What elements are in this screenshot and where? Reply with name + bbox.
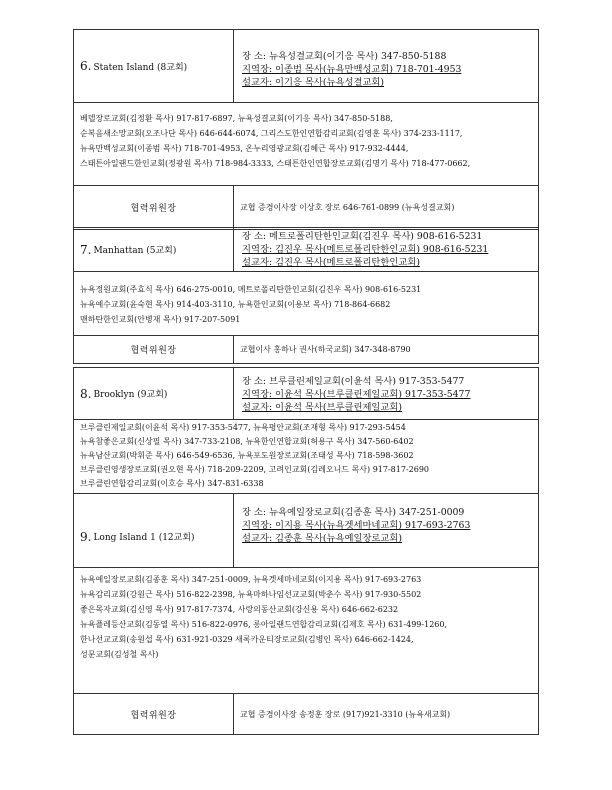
region-title xyxy=(74,228,233,271)
section-staten-island xyxy=(73,29,539,230)
church-list xyxy=(74,103,538,185)
church-list xyxy=(74,420,538,493)
leader-line: 지역장: 이윤석 목사(브루클린제일교회) 917-353-5477 xyxy=(242,389,471,400)
region-number: 9. xyxy=(80,529,92,544)
church-list xyxy=(74,568,538,693)
region-name: Manhattan (5교회) xyxy=(93,246,177,256)
venue-line: 장 소: 뉴욕성결교회(이기응 목사) 347-850-5188 xyxy=(242,51,447,62)
church-line: 뉴욕정원교회(주효식 목사) 646-275-0010, 메트로폴리탄한인교회(김진우 목사) 908-616-5231 xyxy=(80,285,422,294)
preacher-line: 설교자: 김종훈 목사(뉴욕예일장로교회) xyxy=(242,533,402,544)
church-line: 스태튼아일랜드한인교회(정광원 목사) 718-984-3333, 스태튼한인연합장로교회(김명기 목사) 718-477-0662, xyxy=(80,159,471,168)
church-line: 브루클린연합감리교회(이호승 목사) 347-831-6338 xyxy=(80,479,264,488)
coordinator-value: 교협이사 홍하나 권사(하국교회) 347-348-8790 xyxy=(233,336,538,363)
section-long-island-1 xyxy=(73,493,539,735)
church-line: 뉴욕예일장로교회(김종훈 목사) 347-251-0009, 뉴욕겟세마네교회(이지용 목사) 917-693-2763 xyxy=(80,575,422,584)
venue-line: 장 소: 메트로폴리탄한인교회(김진우 목사) 908-616-5231 xyxy=(242,231,483,242)
preacher-line: 설교자: 이윤석 목사(브루클린제일교회) xyxy=(242,402,402,413)
church-line: 브루클린제일교회(이윤석 목사) 917-353-5477, 뉴욕평안교회(조재형 목사) 917-293-5454 xyxy=(80,423,406,432)
region-info xyxy=(233,368,538,419)
section-header xyxy=(74,368,538,420)
leader-line: 지역장: 이종범 목사(뉴욕만백성교회) 718-701-4953 xyxy=(242,64,462,75)
venue-line: 장 소: 브루클린제일교회(이윤석 목사) 917-353-5477 xyxy=(242,376,465,387)
church-list xyxy=(74,272,538,335)
church-line: 뉴욕플레등산교회(김동열 목사) 516-822-0976, 롱아일랜드연합감리교회(김제호 목사) 631-499-1260, xyxy=(80,620,448,629)
section-manhattan xyxy=(73,227,539,364)
church-list-row xyxy=(74,420,538,494)
church-line: 뉴욕예수교회(윤숙현 목사) 914-403-3110, 뉴욕한인교회(이용보 목사) 718-864-6682 xyxy=(80,300,391,309)
section-header xyxy=(74,30,538,103)
coordinator-label: 협력위원장 xyxy=(130,204,177,214)
leader-line: 지역장: 이지용 목사(뉴욕겟세마네교회) 917-693-2763 xyxy=(242,520,471,531)
region-name: Brooklyn (9교회) xyxy=(93,390,168,400)
preacher-line: 설교자: 김진우 목사(메트로폴리탄한인교회) xyxy=(242,257,420,268)
coordinator-row xyxy=(74,694,538,735)
coordinator-value: 교협 증경이사장 송정훈 장로 (917)921-3310 (뉴욕새교회) xyxy=(233,694,538,734)
region-number: 8. xyxy=(80,386,92,401)
church-list-row xyxy=(74,103,538,186)
coordinator-row xyxy=(74,336,538,364)
region-info xyxy=(233,228,538,271)
church-line: 뉴욕참좋은교회(신상필 목사) 347-733-2108, 뉴욕한인연합교회(허용구 목사) 347-560-6402 xyxy=(80,437,414,446)
church-line: 브루클린영생장로교회(권오현 목사) 718-209-2209, 고려인교회(김레오니드 목사) 917-817-2690 xyxy=(80,465,430,474)
coordinator-label: 협력위원장 xyxy=(130,710,177,721)
region-title xyxy=(74,494,233,567)
venue-line: 장 소: 뉴욕예일장로교회(김종훈 목사) 347-251-0009 xyxy=(242,507,465,518)
preacher-line: 설교자: 이기응 목사(뉴욕성결교회) xyxy=(242,77,385,88)
church-line: 좋은목자교회(김신영 목사) 917-817-7374, 사랑의동산교회(강신용 목사) 646-662-6232 xyxy=(80,605,399,614)
church-line: 순복음새소망교회(오조나단 목사) 646-644-6074, 그리스도한인연합감리교회(김영훈 목사) 374-233-1117, xyxy=(80,129,463,138)
church-line: 베델장로교회(김정환 목사) 917-817-6897, 뉴욕성결교회(이기응 목사) 347-850-5188, xyxy=(80,114,393,123)
section-brooklyn xyxy=(73,367,539,494)
church-line: 한나선교교회(송원섭 목사) 631-921-0329 새록카운티장로교회(김병인 목사) 646-662-1424, xyxy=(80,635,414,644)
church-line: 맨하탄한인교회(안병재 목사) 917-207-5091 xyxy=(80,315,241,324)
church-line: 뉴욕남산교회(박휘준 목사) 646-549-6536, 뉴욕포도원장로교회(조태성 목사) 718-598-3602 xyxy=(80,451,414,460)
church-line: 뉴욕감리교회(강원근 목사) 516-822-2398, 뉴욕마하나임선교교회(박춘수 목사) 917-930-5502 xyxy=(80,590,422,599)
region-name: Staten Island (8교회) xyxy=(93,62,188,73)
region-title xyxy=(74,368,233,419)
section-header xyxy=(74,228,538,272)
church-list-row xyxy=(74,272,538,336)
region-number: 7. xyxy=(80,242,92,257)
coordinator-label: 협력위원장 xyxy=(130,346,177,356)
church-line: 뉴욕만백성교회(이종범 목사) 718-701-4953, 온누리영광교회(김혜근 목사) 917-932-4444, xyxy=(80,144,409,153)
coordinator-value: 교협 증경이사장 이상호 장로 646-761-0899 (뉴욕성결교회) xyxy=(233,186,538,229)
church-line: 성문교회(김성철 목사) xyxy=(80,650,159,659)
leader-line: 지역장: 김진우 목사(메트로폴리탄한인교회) 908-616-5231 xyxy=(242,244,489,255)
region-info xyxy=(233,30,538,102)
region-info xyxy=(233,494,538,567)
region-title xyxy=(74,30,233,102)
church-list-row xyxy=(74,568,538,694)
coordinator-row xyxy=(74,186,538,230)
region-number: 6. xyxy=(80,59,92,73)
region-name: Long Island 1 (12교회) xyxy=(93,533,195,543)
section-header xyxy=(74,494,538,568)
